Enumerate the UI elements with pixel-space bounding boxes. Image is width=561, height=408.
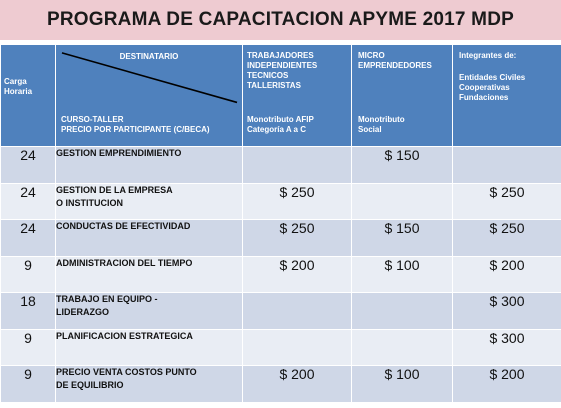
- header-integrantes-title: Integrantes de:: [459, 51, 517, 60]
- header-trab-sub: Monotributo AFIP: [247, 115, 314, 124]
- curso-cell: [56, 220, 243, 257]
- curso-line: ADMINISTRACION DEL TIEMPO: [56, 258, 193, 268]
- precio-integ-cell: $ 300: [453, 330, 561, 366]
- precio-trab-cell: [243, 330, 352, 366]
- header-micro-sub: Monotributo: [358, 115, 405, 124]
- header-curso-line: PRECIO POR PARTICIPANTE (C/BECA): [61, 125, 210, 134]
- curso-cell: [56, 257, 243, 293]
- curso-cell: [56, 330, 243, 366]
- header-micro-line: EMPRENDEDORES: [358, 61, 432, 70]
- header-micro-line: MICRO: [358, 51, 385, 60]
- header-trabajadores: [243, 45, 352, 147]
- title-bar: [0, 0, 561, 40]
- header-trab-line: TRABAJADORES: [247, 51, 314, 60]
- carga-cell: 24: [1, 220, 56, 257]
- table-row: [1, 147, 561, 184]
- header-trab-line: TECNICOS: [247, 71, 289, 80]
- header-trab-sub: Categoría A a C: [247, 125, 306, 134]
- precio-trab-cell: $ 250: [243, 184, 352, 220]
- carga-cell: 9: [1, 330, 56, 366]
- precio-micro-cell: [352, 330, 453, 366]
- carga-cell: 18: [1, 293, 56, 330]
- header-integ-line: Entidades Civiles: [459, 73, 526, 82]
- curso-line: GESTION DE LA EMPRESA: [56, 185, 173, 195]
- curso-cell: [56, 293, 243, 330]
- curso-line: TRABAJO EN EQUIPO -: [56, 294, 158, 304]
- page-title: PROGRAMA DE CAPACITACION APYME 2017 MDP: [46, 9, 515, 30]
- header-micro-sub: Social: [358, 125, 382, 134]
- header-integ-line: Fundaciones: [459, 93, 509, 102]
- curso-line: PRECIO VENTA COSTOS PUNTO: [56, 367, 197, 377]
- precio-trab-cell: [243, 293, 352, 330]
- header-trab-line: TALLERISTAS: [247, 81, 301, 90]
- header-carga-line: Carga: [4, 77, 27, 86]
- carga-cell: 24: [1, 147, 56, 184]
- precio-trab-cell: $ 250: [243, 220, 352, 257]
- pricing-table: [0, 44, 561, 403]
- table-row: [1, 293, 561, 330]
- header-carga-line: Horaria: [4, 87, 33, 96]
- precio-micro-cell: $ 100: [352, 366, 453, 403]
- precio-integ-cell: $ 200: [453, 366, 561, 403]
- precio-integ-cell: [453, 147, 561, 184]
- carga-cell: 24: [1, 184, 56, 220]
- curso-cell: [56, 184, 243, 220]
- curso-line: CONDUCTAS DE EFECTIVIDAD: [56, 221, 191, 231]
- header-micro: [352, 45, 453, 147]
- precio-integ-cell: $ 300: [453, 293, 561, 330]
- table-row: [1, 330, 561, 366]
- precio-trab-cell: $ 200: [243, 366, 352, 403]
- header-carga-horaria: [1, 45, 56, 147]
- curso-cell: [56, 366, 243, 403]
- precio-trab-cell: [243, 147, 352, 184]
- precio-integ-cell: $ 250: [453, 220, 561, 257]
- precio-micro-cell: $ 150: [352, 147, 453, 184]
- curso-line: GESTION EMPRENDIMIENTO: [56, 148, 182, 158]
- carga-cell: 9: [1, 366, 56, 403]
- table-row: [1, 257, 561, 293]
- curso-line: O INSTITUCION: [56, 198, 123, 208]
- precio-integ-cell: $ 250: [453, 184, 561, 220]
- header-destinatario-label: DESTINATARIO: [119, 52, 179, 61]
- header-curso-line: CURSO-TALLER: [61, 115, 124, 124]
- curso-line: PLANIFICACION ESTRATEGICA: [56, 331, 193, 341]
- header-destinatario: [56, 45, 243, 147]
- curso-cell: [56, 147, 243, 184]
- header-integrantes: [453, 45, 561, 147]
- header-row: [1, 45, 561, 147]
- table-row: [1, 184, 561, 220]
- table-row: [1, 366, 561, 403]
- precio-trab-cell: $ 200: [243, 257, 352, 293]
- table-row: [1, 220, 561, 257]
- header-trab-line: INDEPENDIENTES: [247, 61, 318, 70]
- precio-micro-cell: $ 100: [352, 257, 453, 293]
- curso-line: LIDERAZGO: [56, 307, 109, 317]
- precio-micro-cell: [352, 293, 453, 330]
- precio-micro-cell: [352, 184, 453, 220]
- curso-line: DE EQUILIBRIO: [56, 380, 124, 390]
- precio-integ-cell: $ 200: [453, 257, 561, 293]
- carga-cell: 9: [1, 257, 56, 293]
- precio-micro-cell: $ 150: [352, 220, 453, 257]
- header-integ-line: Cooperativas: [459, 83, 510, 92]
